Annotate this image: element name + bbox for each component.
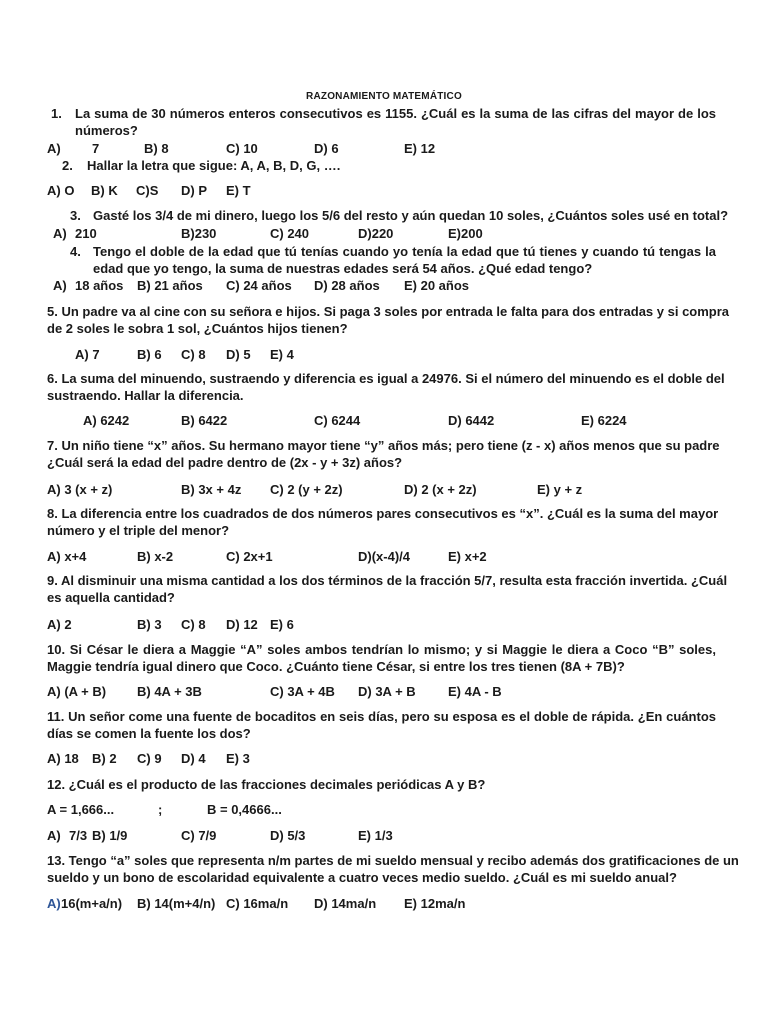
q9-option-c: C) 8 xyxy=(181,617,206,632)
q8-option-d: D)(x-4)/4 xyxy=(358,549,411,564)
q12-value-a: A = 1,666... xyxy=(47,802,115,817)
q8-option-b: B) x-2 xyxy=(137,549,174,564)
q13-option-a-letter: A) xyxy=(47,896,61,911)
q7-option-b: B) 3x + 4z xyxy=(181,482,242,497)
q5-option-d: D) 5 xyxy=(226,347,251,362)
q12-option-a-value: 7/3 xyxy=(69,828,88,843)
q7-option-a: A) 3 (x + z) xyxy=(47,482,113,497)
q5-option-e: E) 4 xyxy=(270,347,294,362)
q10-option-b: B) 4A + 3B xyxy=(137,684,202,699)
q3-option-a-value: 210 xyxy=(75,226,97,241)
q3-number: 3. xyxy=(70,208,81,223)
q10-option-a: A) (A + B) xyxy=(47,684,107,699)
q10-option-c: C) 3A + 4B xyxy=(270,684,335,699)
q4-number: 4. xyxy=(70,244,81,259)
q4-option-a-value: 18 años xyxy=(75,278,124,293)
q9-option-b: B) 3 xyxy=(137,617,162,632)
q4-text-line2: edad que yo tengo, la suma de nuestras edades será 54 años. ¿Qué edad tengo? xyxy=(93,261,593,276)
q3-option-d: D)220 xyxy=(358,226,394,241)
q6-text-line1: 6. La suma del minuendo, sustraendo y diferencia es igual a 24976. Si el número del minuendo es el doble del xyxy=(47,371,725,386)
q7-option-e: E) y + z xyxy=(537,482,583,497)
q12-text: 12. ¿Cuál es el producto de las fracciones decimales periódicas A y B? xyxy=(47,777,486,792)
q6-option-c: C) 6244 xyxy=(314,413,361,428)
q9-option-a: A) 2 xyxy=(47,617,72,632)
q11-option-c: C) 9 xyxy=(137,751,162,766)
q11-option-b: B) 2 xyxy=(92,751,117,766)
document-title: RAZONAMIENTO MATEMÁTICO xyxy=(306,91,462,102)
q11-option-d: D) 4 xyxy=(181,751,206,766)
q13-option-b: B) 14(m+4/n) xyxy=(137,896,216,911)
q6-text-line2: sustraendo. Hallar la diferencia. xyxy=(47,388,244,403)
q8-option-e: E) x+2 xyxy=(448,549,487,564)
q12-separator: ; xyxy=(158,802,163,817)
q1-number: 1. xyxy=(51,106,62,121)
q7-text-line2: ¿Cuál será la edad del padre dentro de (2x - y + 3z) años? xyxy=(47,455,403,470)
q12-option-d: D) 5/3 xyxy=(270,828,306,843)
q2-option-c: C)S xyxy=(136,183,159,198)
q9-option-d: D) 12 xyxy=(226,617,258,632)
q2-option-a: A) O xyxy=(47,183,75,198)
q1-text-line1: La suma de 30 números enteros consecutivos es 1155. ¿Cuál es la suma de las cifras del mayor de los xyxy=(75,106,716,121)
q8-text-line2: número y el triple del menor? xyxy=(47,523,230,538)
q11-text-line1: 11. Un señor come una fuente de bocaditos en seis días, pero su esposa es el doble de rápida. ¿En cuántos xyxy=(47,709,716,724)
q5-text-line2: de 2 soles le sobra 1 sol, ¿Cuántos hijos tienen? xyxy=(47,321,348,336)
q6-option-a: A) 6242 xyxy=(83,413,130,428)
q2-option-e: E) T xyxy=(226,183,251,198)
q7-text-line1: 7. Un niño tiene “x” años. Su hermano mayor tiene “y” años más; pero tiene (z - x) años menos que su padre xyxy=(47,438,720,453)
q4-text-line1: Tengo el doble de la edad que tú tenías cuando yo tenía la edad que tú tienes y cuando tú tengas la xyxy=(93,244,716,259)
q1-option-a-letter: A) xyxy=(47,141,61,156)
q2-option-d: D) P xyxy=(181,183,207,198)
q12-option-b: B) 1/9 xyxy=(92,828,128,843)
q13-option-d: D) 14ma/n xyxy=(314,896,377,911)
q13-text-line1: 13. Tengo “a” soles que representa n/m partes de mi sueldo mensual y recibo además dos gratificaciones de un xyxy=(47,853,739,868)
q11-text-line2: días se comen la fuente los dos? xyxy=(47,726,251,741)
q2-text: Hallar la letra que sigue: A, A, B, D, G, …. xyxy=(87,158,341,173)
q1-option-d: D) 6 xyxy=(314,141,339,156)
q4-option-d: D) 28 años xyxy=(314,278,380,293)
q10-option-e: E) 4A - B xyxy=(448,684,502,699)
q8-text-line1: 8. La diferencia entre los cuadrados de dos números pares consecutivos es “x”. ¿Cuál es la suma del mayor xyxy=(47,506,719,521)
q7-option-c: C) 2 (y + 2z) xyxy=(270,482,343,497)
q6-option-b: B) 6422 xyxy=(181,413,228,428)
q12-option-e: E) 1/3 xyxy=(358,828,393,843)
q10-text-line1: 10. Si César le diera a Maggie “A” soles ambos tendrían lo mismo; y si Maggie le diera a Coco “B” soles, xyxy=(47,642,716,657)
q2-number: 2. xyxy=(62,158,73,173)
q13-option-a-value: 16(m+a/n) xyxy=(61,896,123,911)
q1-text-line2: números? xyxy=(75,123,138,138)
q8-option-a: A) x+4 xyxy=(47,549,87,564)
q10-option-d: D) 3A + B xyxy=(358,684,416,699)
q4-option-c: C) 24 años xyxy=(226,278,292,293)
q3-option-b: B)230 xyxy=(181,226,217,241)
q4-option-a-letter: A) xyxy=(53,278,67,293)
q11-option-e: E) 3 xyxy=(226,751,250,766)
q3-option-e: E)200 xyxy=(448,226,483,241)
q12-option-a-letter: A) xyxy=(47,828,61,843)
q13-text-line2: sueldo y un bono de escolaridad equivalente a cuatro veces medio sueldo. ¿Cuál es mi sueldo anual? xyxy=(47,870,677,885)
q1-option-a-value: 7 xyxy=(92,141,100,156)
q3-text: Gasté los 3/4 de mi dinero, luego los 5/6 del resto y aún quedan 10 soles, ¿Cuántos soles usé en total? xyxy=(93,208,729,223)
q3-option-a-letter: A) xyxy=(53,226,67,241)
q1-option-b: B) 8 xyxy=(144,141,169,156)
q8-option-c: C) 2x+1 xyxy=(226,549,273,564)
q10-text-line2: Maggie tendría igual dinero que Coco. ¿Cuánto tiene César, si entre los tres tienen (8A + 7B)? xyxy=(47,659,625,674)
q5-option-a: A) 7 xyxy=(75,347,100,362)
q13-option-e: E) 12ma/n xyxy=(404,896,466,911)
q9-option-e: E) 6 xyxy=(270,617,294,632)
q11-option-a: A) 18 xyxy=(47,751,79,766)
q4-option-e: E) 20 años xyxy=(404,278,470,293)
q5-text-line1: 5. Un padre va al cine con su señora e hijos. Si paga 3 soles por entrada le falta para dos entradas y si compra xyxy=(47,304,730,319)
q7-option-d: D) 2 (x + 2z) xyxy=(404,482,477,497)
q9-text-line1: 9. Al disminuir una misma cantidad a los dos términos de la fracción 5/7, resulta esta fracción invertida. ¿Cuál xyxy=(47,573,728,588)
q13-option-c: C) 16ma/n xyxy=(226,896,289,911)
q1-option-c: C) 10 xyxy=(226,141,258,156)
q6-option-e: E) 6224 xyxy=(581,413,627,428)
q4-option-b: B) 21 años xyxy=(137,278,203,293)
q9-text-line2: es aquella cantidad? xyxy=(47,590,175,605)
q12-value-b: B = 0,4666... xyxy=(207,802,282,817)
q5-option-c: C) 8 xyxy=(181,347,206,362)
q5-option-b: B) 6 xyxy=(137,347,162,362)
q12-option-c: C) 7/9 xyxy=(181,828,217,843)
q6-option-d: D) 6442 xyxy=(448,413,495,428)
q2-option-b: B) K xyxy=(91,183,118,198)
q3-option-c: C) 240 xyxy=(270,226,310,241)
q1-option-e: E) 12 xyxy=(404,141,436,156)
